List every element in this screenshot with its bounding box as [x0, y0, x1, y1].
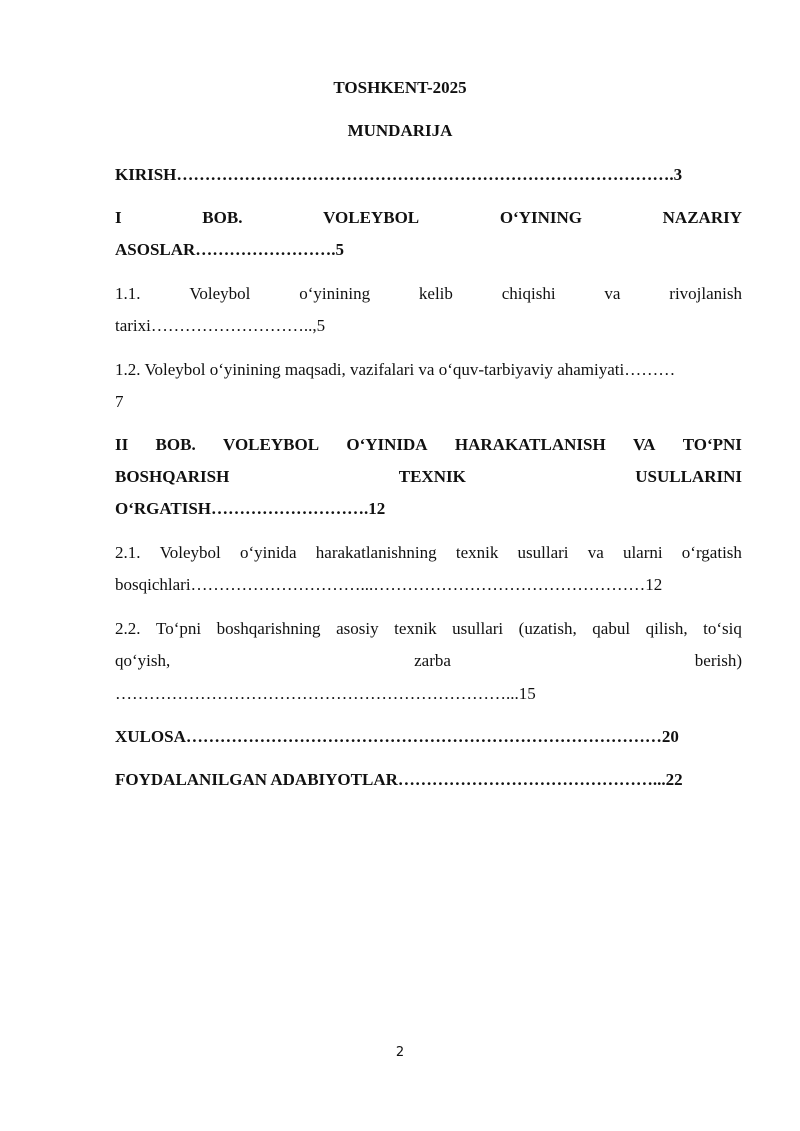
toc-word: VOLEYBOL — [223, 435, 320, 454]
toc-word: o‘rgatish — [681, 543, 742, 562]
toc-word: berish) — [694, 651, 742, 670]
toc-word: rivojlanish — [669, 284, 742, 303]
toc-word: TEXNIK — [398, 467, 466, 486]
toc-word: to‘siq — [703, 619, 742, 638]
toc-word: kelib — [418, 284, 453, 303]
toc-word: VA — [633, 435, 656, 454]
toc-word: va — [587, 543, 604, 562]
city-year-heading: TOSHKENT-2025 — [333, 78, 467, 97]
toc-word: 2.1. — [115, 543, 141, 562]
toc-word: texnik — [455, 543, 499, 562]
page-number: 2 — [395, 1045, 405, 1060]
toc-word: ularni — [622, 543, 663, 562]
toc-word: O‘YINING — [499, 208, 582, 227]
toc-word: Voleybol — [189, 284, 251, 303]
toc-entry-conclusion: XULOSA…………………………………………………………………………20 — [115, 727, 679, 746]
toc-entry-section-2-2-line1 — [115, 619, 742, 639]
toc-entry-section-2-2-line2 — [115, 651, 742, 671]
toc-word: usullari — [517, 543, 569, 562]
toc-word: 1.1. — [115, 284, 141, 303]
toc-word: O‘YINIDA — [346, 435, 428, 454]
toc-word: zarba — [414, 651, 451, 670]
toc-word: 2.2. — [115, 619, 141, 638]
toc-word: VOLEYBOL — [323, 208, 420, 227]
toc-word: I — [115, 208, 122, 227]
toc-word: USULLARINI — [635, 467, 742, 486]
toc-entry-section-1-2-line2: 7 — [115, 392, 124, 411]
toc-word: qo‘yish, — [115, 651, 171, 670]
toc-entry-chapter2-line2 — [115, 467, 742, 487]
toc-word: qilish, — [645, 619, 688, 638]
toc-entry-chapter2-line3: O‘RGATISH……………………….12 — [115, 499, 386, 518]
toc-entry-intro: KIRISH…………………………………………………………………………….3 — [115, 165, 683, 184]
toc-word: va — [604, 284, 621, 303]
toc-entry-chapter1-line2: ASOSLAR…………………….5 — [115, 240, 345, 259]
toc-entry-section-1-1-line1 — [115, 284, 742, 304]
toc-entry-section-2-2-line3: ……………………………………………………………...15 — [115, 684, 536, 703]
toc-word: BOSHQARISH — [115, 467, 230, 486]
toc-word: o‘yinida — [239, 543, 297, 562]
toc-word: harakatlanishning — [315, 543, 437, 562]
toc-entry-section-2-1-line1 — [115, 543, 742, 563]
toc-word: texnik — [394, 619, 437, 638]
toc-entry-chapter1-line1 — [115, 208, 742, 228]
toc-word: II — [115, 435, 129, 454]
toc-word: TO‘PNI — [682, 435, 742, 454]
toc-word: BOB. — [155, 435, 196, 454]
toc-entry-chapter2-line1 — [115, 435, 742, 455]
toc-word: boshqarishning — [216, 619, 321, 638]
toc-word: qabul — [592, 619, 631, 638]
toc-entry-section-1-2-line1: 1.2. Voleybol o‘yinining maqsadi, vazifalari va o‘quv-tarbiyaviy ahamiyati……… — [115, 360, 676, 379]
toc-word: HARAKATLANISH — [454, 435, 606, 454]
toc-word: usullari — [452, 619, 504, 638]
toc-word: BOB. — [202, 208, 243, 227]
toc-word: asosiy — [336, 619, 379, 638]
toc-word: To‘pni — [156, 619, 202, 638]
toc-word: Voleybol — [159, 543, 221, 562]
toc-title: MUNDARIJA — [347, 121, 453, 140]
toc-entry-section-2-1-line2: bosqichlari…………………………...…………………………………………12 — [115, 575, 663, 594]
toc-word: o‘yinining — [299, 284, 371, 303]
toc-word: (uzatish, — [518, 619, 577, 638]
toc-entry-section-1-1-line2: tarixi………………………..,5 — [115, 316, 326, 335]
toc-word: NAZARIY — [662, 208, 742, 227]
toc-word: chiqishi — [501, 284, 556, 303]
toc-entry-references: FOYDALANILGAN ADABIYOTLAR………………………………………...22 — [115, 770, 683, 789]
